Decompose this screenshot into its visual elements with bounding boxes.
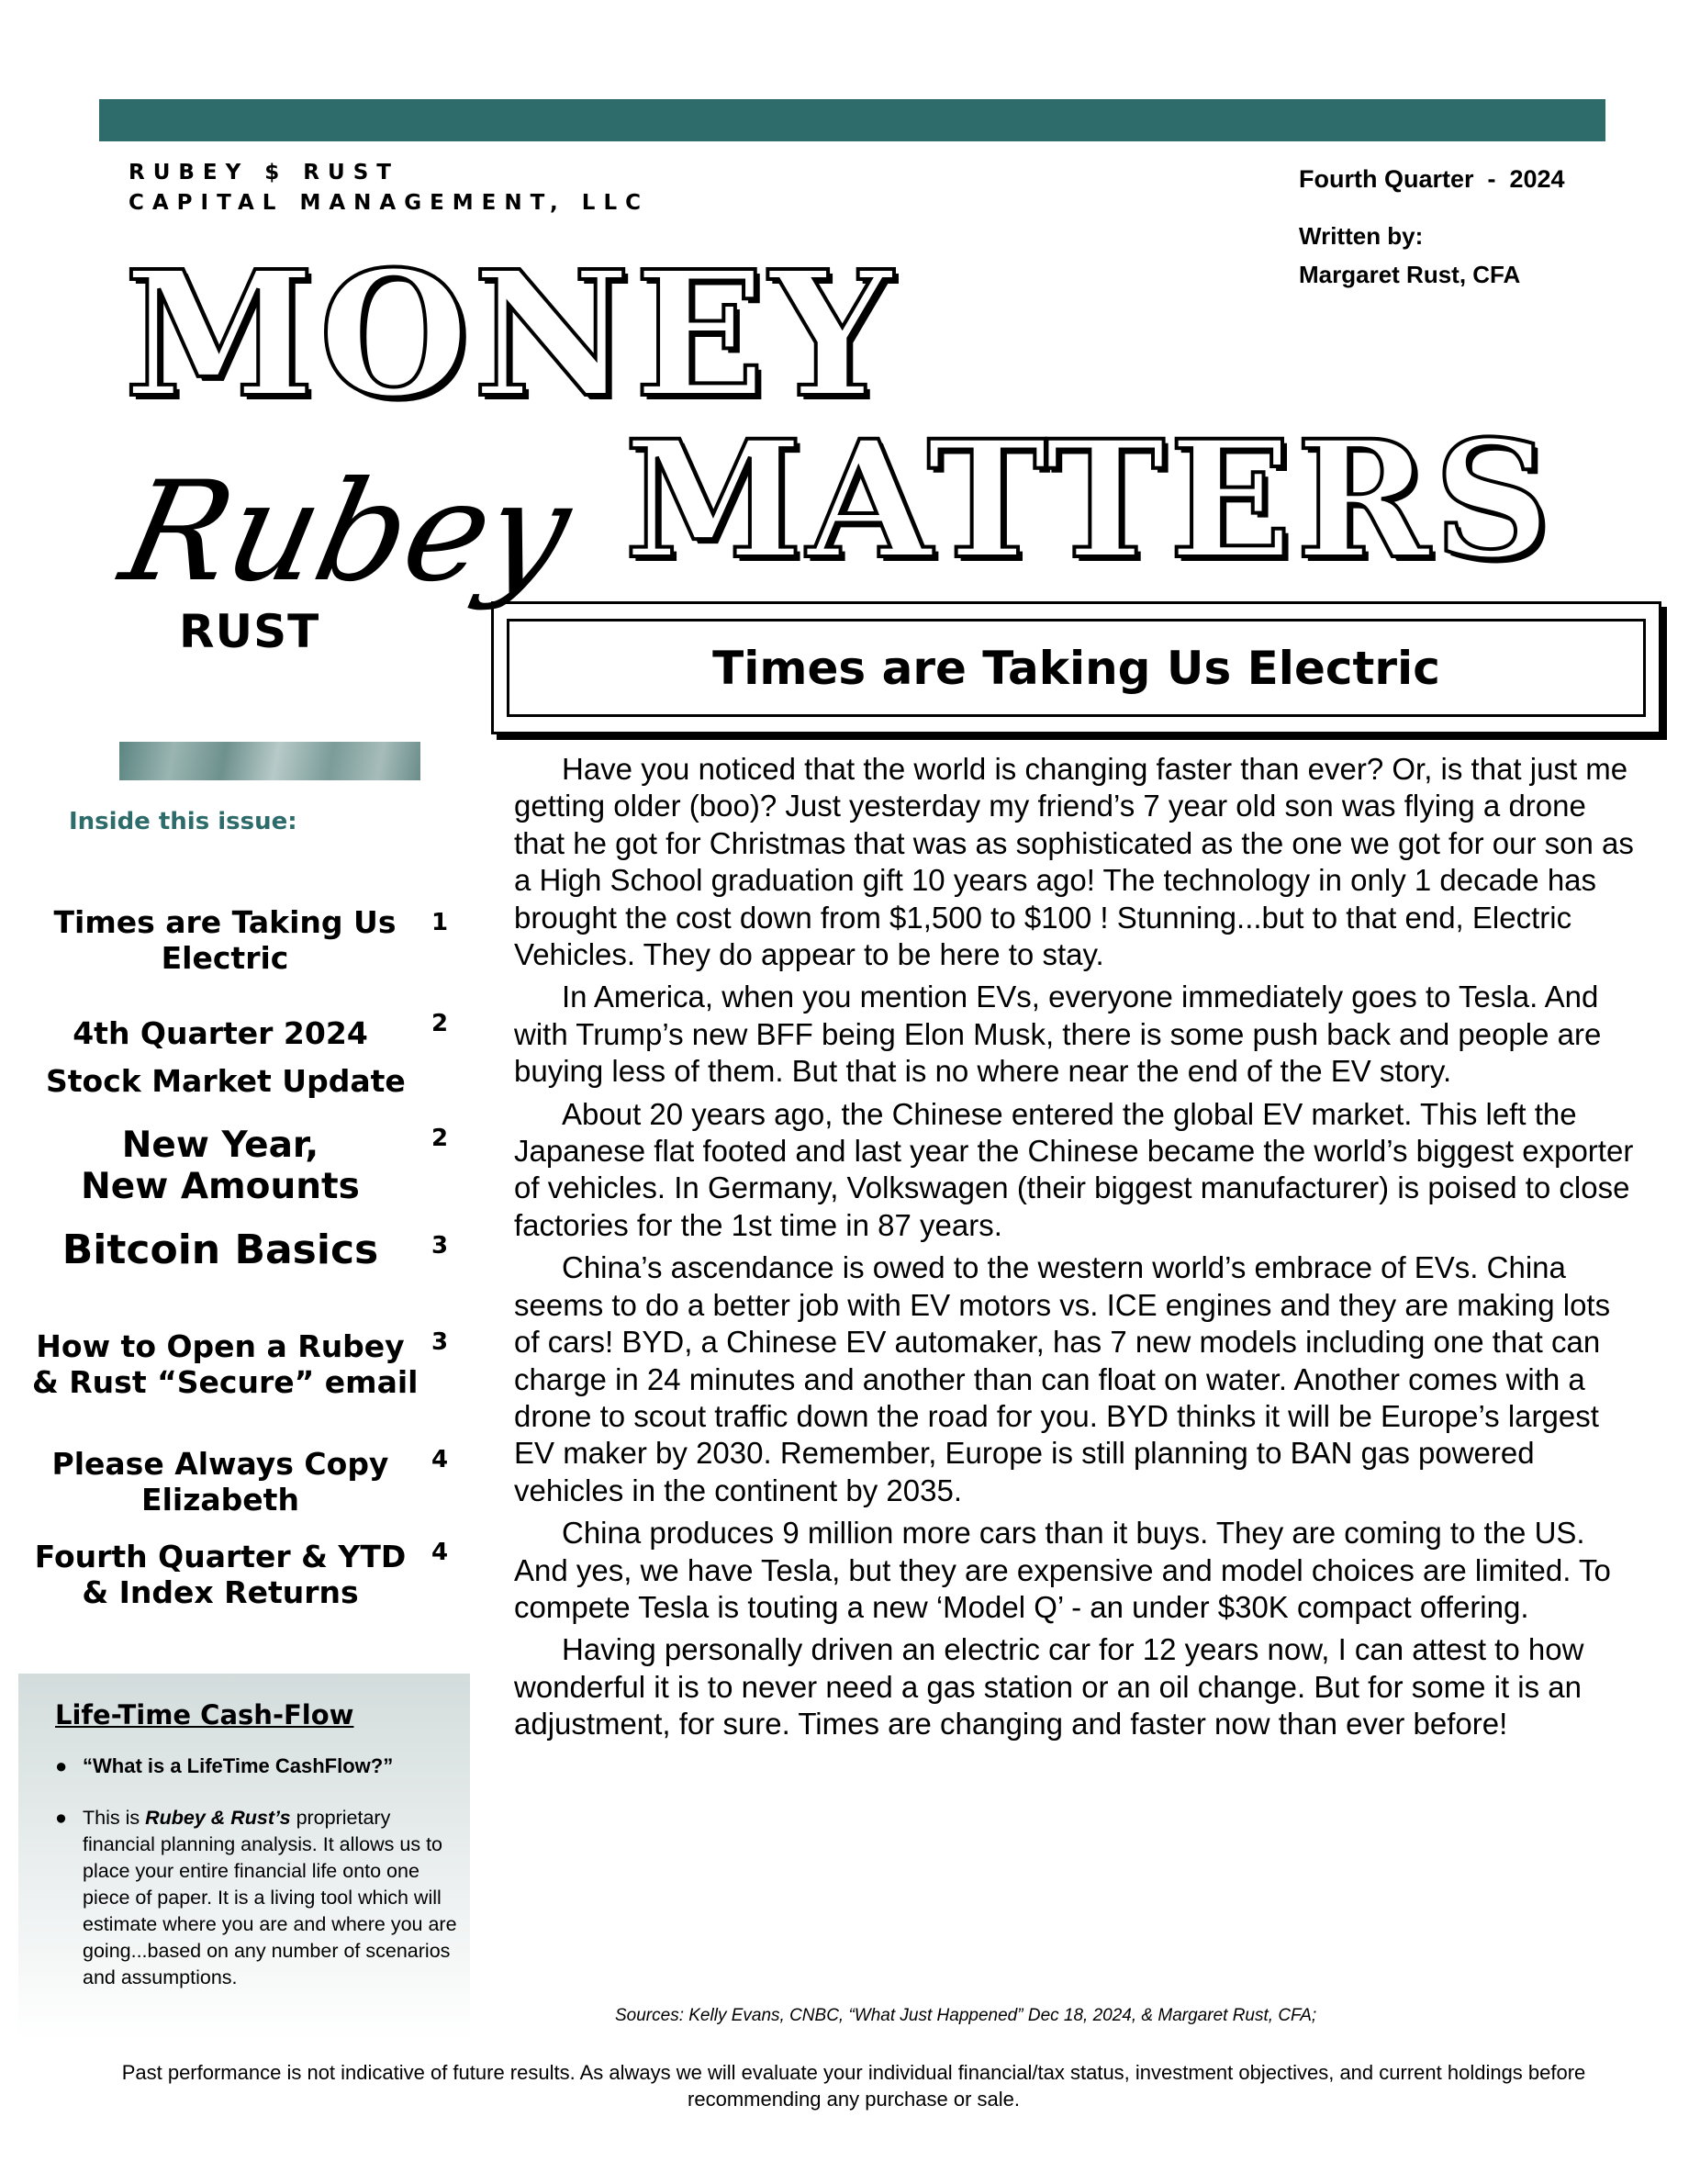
- article-paragraph: Have you noticed that the world is changing faster than ever? Or, is that just me getting older (boo)? Just yesterday my friend’s 7 year old son was flying a drone that he got for Christmas that was as sophisticated as the one we got for our son as a High School graduation gift 10 years ago! The technology in only 1 decade has brought the cost down from $1,500 to $100 ! Stunning...but to that end, Electric Vehicles. They do appear to be here to stay.: [514, 752, 1634, 972]
- firm-name-line1: RUBEY $ RUST: [129, 161, 399, 185]
- list-item: [55, 1754, 393, 1778]
- firm-name: [129, 158, 649, 218]
- company-logo: [101, 453, 584, 666]
- toc-line: New Amounts: [81, 1166, 360, 1207]
- firm-name-line2: CAPITAL MANAGEMENT, LLC: [129, 191, 649, 215]
- decorative-marble-bar: [119, 742, 420, 780]
- article-paragraph: About 20 years ago, the Chinese entered the global EV market. This left the Japanese flat footed and last year the Chinese became the world’s biggest exporter of vehicles. In Germany, Volkswagen (their biggest manufacturer) is poised to close factories for the 1st time in 87 years.: [514, 1096, 1634, 1242]
- toc-line: 4th Quarter 2024: [73, 1015, 368, 1051]
- article-sources: Sources: Kelly Evans, CNBC, “What Just Happened” Dec 18, 2024, & Margaret Rust, CFA;: [615, 2006, 1317, 2025]
- toc-page-number: 4: [431, 1539, 449, 1566]
- toc-item-title: [41, 1446, 399, 1518]
- bullet-icon: ●: [55, 1754, 68, 1777]
- toc-item-title: [41, 1226, 399, 1274]
- toc-line: Elizabeth: [141, 1482, 299, 1518]
- toc-line: Stock Market Update: [46, 1063, 406, 1099]
- toc-page-number: 4: [431, 1446, 449, 1473]
- lifetime-cashflow-title: Life-Time Cash-Flow: [55, 1699, 354, 1730]
- masthead-money: MONEY: [124, 233, 897, 436]
- article-paragraph: China’s ascendance is owed to the western world’s embrace of EVs. China seems to do a better job with EV motors vs. ICE engines and they are making lots of cars! BYD, a Chinese EV automaker, has 7 new models including one that can charge in 24 minutes and another than can float on water. Another comes with a drone to scout traffic down the road for you. BYD thinks it will be Europe’s largest EV maker by 2030. Remember, Europe is still planning to BAN gas powered vehicles in the continent by 2035.: [514, 1250, 1611, 1507]
- article-title: Times are Taking Us Electric: [712, 641, 1440, 695]
- issue-date: Fourth Quarter - 2024: [1299, 165, 1565, 193]
- toc-page-number: 3: [431, 1328, 449, 1356]
- toc-line: & Rust “Secure” email: [32, 1364, 419, 1400]
- author-name: Margaret Rust, CFA: [1299, 261, 1521, 288]
- article-paragraph: Having personally driven an electric car for 12 years now, I can attest to how wonderful it is to never need a gas station or an oil change. But for some it is an adjustment, for sure. Times are changing and faster now than ever before!: [514, 1632, 1584, 1742]
- toc-line: New Year,: [121, 1125, 319, 1166]
- article-banner: [491, 601, 1661, 734]
- toc-line: & Index Returns: [82, 1574, 359, 1610]
- written-by-label: Written by:: [1299, 222, 1424, 250]
- byline: [1299, 217, 1520, 294]
- logo-block-text: RUST: [179, 605, 320, 658]
- list-item: [55, 1805, 468, 1991]
- bullet-icon: ●: [55, 1807, 67, 1829]
- article-banner-inner: [507, 619, 1646, 717]
- toc-line: Please Always Copy: [51, 1446, 389, 1482]
- bullet-text: “What is a LifeTime CashFlow?”: [83, 1754, 394, 1777]
- bullet-text-pre: This is: [83, 1807, 146, 1829]
- article-paragraph: In America, when you mention EVs, everyone immediately goes to Tesla. And with Trump’s new BFF being Elon Musk, there is some push back and people are buying less of them. But that is no where near the end of the EV story.: [514, 980, 1602, 1089]
- toc-item-title: [46, 1010, 406, 1105]
- toc-page-number: 2: [431, 1125, 449, 1152]
- toc-item-title: [41, 1125, 399, 1207]
- toc-line: Bitcoin Basics: [62, 1226, 379, 1273]
- bullet-text-emphasis: Rubey & Rust’s: [145, 1807, 291, 1829]
- lifetime-cashflow-box: [18, 1674, 470, 2041]
- toc-line: Electric: [161, 940, 289, 976]
- toc-item-title: [32, 1328, 419, 1400]
- logo-script-text: Rubey: [109, 453, 584, 612]
- toc-item-title: [28, 1539, 413, 1610]
- toc-page-number: 1: [431, 909, 449, 936]
- footer-disclaimer: Past performance is not indicative of future results. As always we will evaluate your individual financial/tax status, investment objectives, and current holdings before recommending any purchase or sale.: [121, 2061, 1586, 2111]
- toc-line: Times are Taking Us: [53, 904, 397, 940]
- toc-line: Fourth Quarter & YTD: [34, 1539, 407, 1574]
- article-paragraph: China produces 9 million more cars than it buys. They are coming to the US. And yes, we have Tesla, but they are expensive and model choices are limited. To compete Tesla is touting a new ‘Model Q’ - an under $30K compact offering.: [514, 1516, 1611, 1624]
- header-bar: [99, 99, 1605, 141]
- bullet-text-post: proprietary financial planning analysis. It allows us to place your entire financial life onto one piece of paper. It is a living tool which will estimate where you are and where you are going...based on any number of scenarios and assumptions.: [83, 1807, 457, 1988]
- toc-line: How to Open a Rubey: [36, 1328, 405, 1364]
- article-body: [514, 751, 1643, 1749]
- toc-page-number: 2: [431, 1010, 449, 1037]
- toc-page-number: 3: [431, 1232, 449, 1260]
- masthead-matters: MATTERS: [624, 405, 1554, 595]
- toc-item-title: [50, 904, 399, 976]
- inside-issue-label: Inside this issue:: [69, 808, 297, 835]
